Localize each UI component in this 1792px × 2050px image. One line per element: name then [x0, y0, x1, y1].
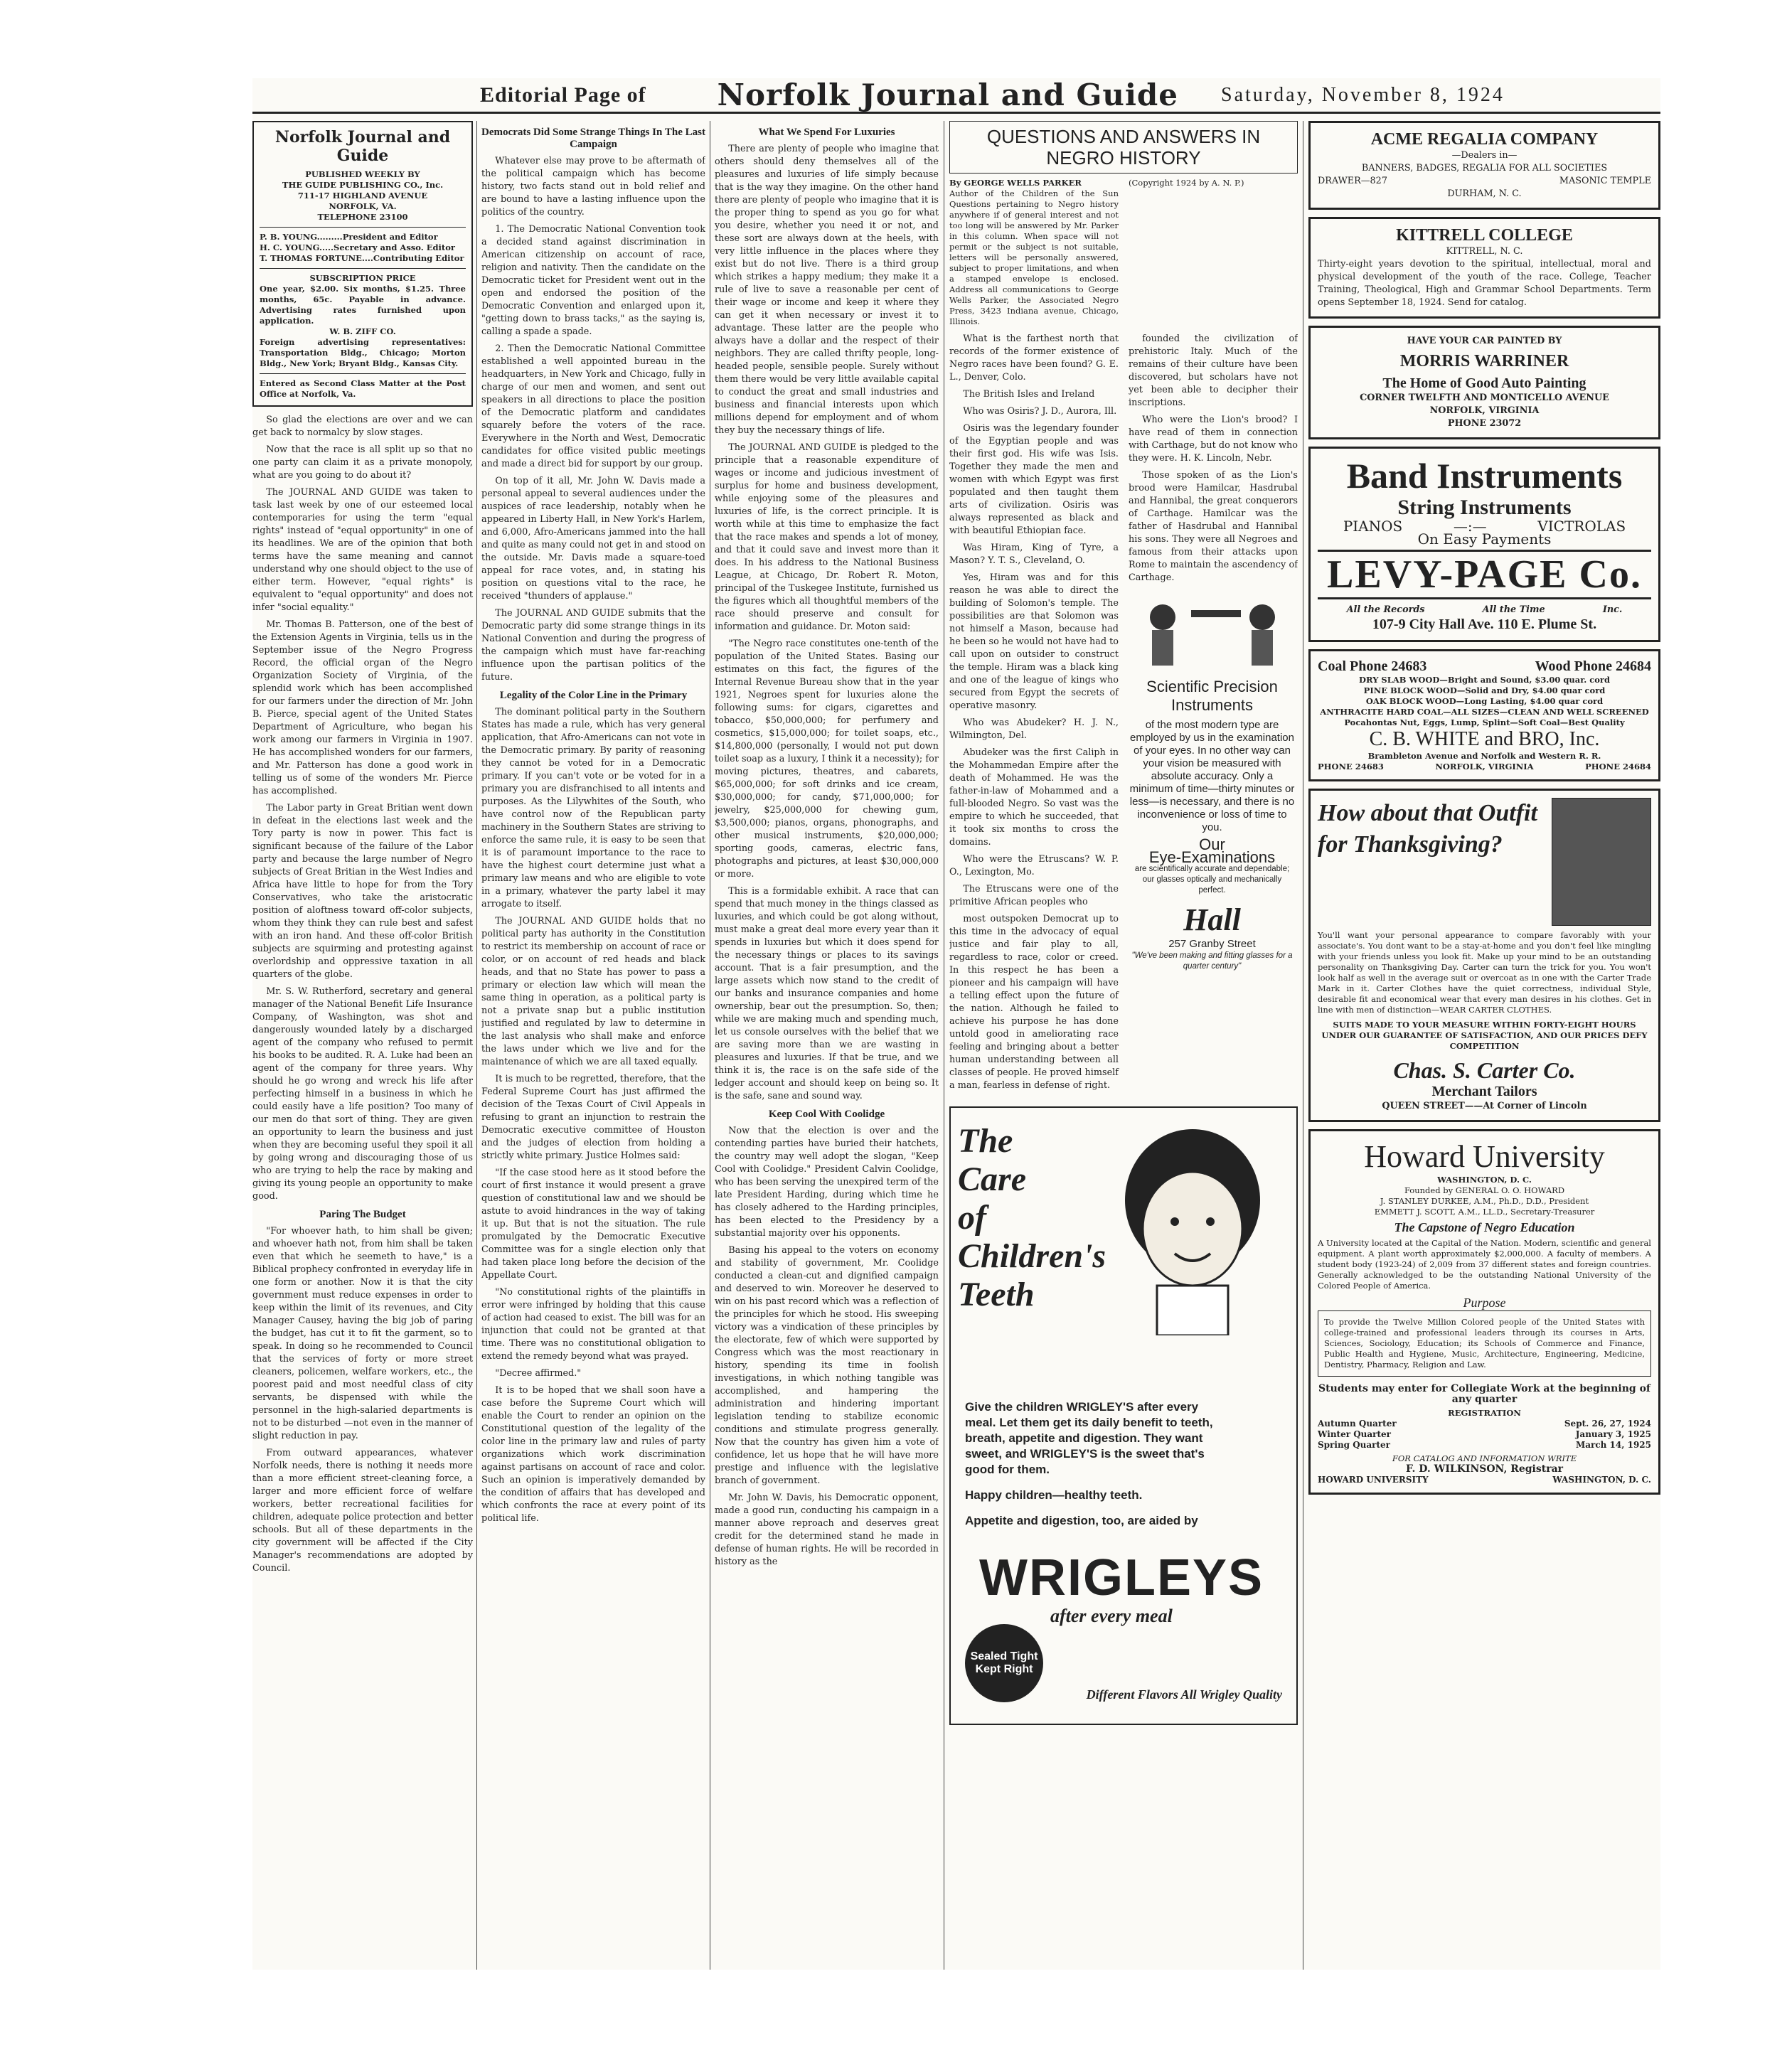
acme-regalia-ad [1308, 121, 1660, 210]
article-paragraph: The JOURNAL AND GUIDE holds that no political party has authority in the Constitution to restrict its membership on account of race or color, or on account of red heads and black heads, and that no State has power to pass a primary or election law which will mean the same thing in operation, as a political party is not a private snap but a public institution justified and regulated by law to determine in the last analysis who shall make and enforce the laws under which we live and for the maintenance of which we are all taxed equally. [481, 916, 705, 1067]
hall-optical-ad [1129, 589, 1298, 972]
wrigleys-copy [965, 1399, 1221, 1529]
publisher-line: TELEPHONE 23100 [317, 212, 408, 222]
carter-text: You'll want your personal appearance to compare favorably with your associate's. You dont want to be a stay-at-home and you don't feel like mingling with your friends unless you look fit. Make up your mind to be an outstanding personality on Thanksgiving Day. Carter can turn the trick for you. You won't look half as well in the average suit or overcoat as in one with the Carter Trade Mark in it. Carter Clothes have the quiet correctness, individual Style, desirable fit and economical wear that every man desires in his clothes. Get in line with men of distinction—WEAR CARTER CLOTHES. [1318, 930, 1651, 1015]
article-paragraph: Basing his appeal to the voters on economy and stability of government, Mr. Coolidge conducted a clean-cut and dignified campaign and deserved to win. Moreover he deserved to win on his past record which was a reflection of the principles for which he stood. His sweeping victory was a vindication of these principles by the electorate, few of which were supported by Congress which was the most reactionary in history, spending its time in foolish investigations, in which nothing tangible was accomplished, and hampering the administration and hindering important legislation tending to stabilize economic conditions and stimulate progress generally. Now that the country has given him a vote of confidence, let us hope that he will have more prestige and influence with the legislative branch of government. [715, 1245, 939, 1486]
band-pianos: PIANOS [1343, 518, 1403, 535]
foreign-advertising: Foreign advertising representatives: Transportation Bldg., Chicago; Morton Bldg., New York; Bryant Bldg., Kansas City. [260, 337, 466, 368]
column-4 [949, 121, 1298, 1970]
carter-title: How about that Outfit for Thanksgiving? [1318, 800, 1537, 858]
care-word: Teeth [958, 1276, 1035, 1313]
levy-page-logo: LEVY-PAGE Co. [1318, 550, 1651, 599]
article-headline: Paring The Budget [319, 1209, 406, 1220]
qa-item: Was Hiram, King of Tyre, a Mason? Y. T. S., Cleveland, O. [949, 543, 1119, 566]
editorial-paragraph: The Labor party in Great Britian went down in defeat in the elections last week and the Tory party is now in power. This fact is significant because of the failure of the Labor party and because the large number of Negro subjects of Great Britian in the West Indies and Africa have little to hope for from the Tory Conservatives, who take the aristocratic position of aloftness toward off-color subjects, whom they think they can rule best and safest with an iron hand. And these off-color British subjects are squirming and protesting against overlordship and oppressive taxation in all quarters of the globe. [252, 803, 473, 980]
editorial-paragraph: The JOURNAL AND GUIDE was taken to task last week by one of our esteemed local contemporaries for using the term "equal rights" instead of "equal opportunity" in one of its headlines. We are of the opinion that both terms have the same meaning and cannot understand why one should object to the use of either term. However, "equal rights" is equivalent to "equal opportunity" and does not infer "social equality." [252, 487, 473, 613]
coal-item: DRY SLAB WOOD—Bright and Sound, $3.00 quar. cord [1359, 675, 1610, 685]
care-word: of [958, 1199, 986, 1237]
qa-item: Who were the Lion's brood? I have read of them in connection with Carthage, but do not know who they were. H. K. Lincoln, Nebr. [1129, 415, 1298, 464]
coal-foot: PHONE 24683 [1318, 762, 1384, 772]
morris-tag: The Home of Good Auto Painting [1382, 375, 1586, 391]
howard-enter: Students may enter for Collegiate Work at the beginning of any quarter [1318, 1383, 1650, 1405]
column-3 [715, 121, 939, 1970]
subscription-text: One year, $2.00. Six months, $1.25. Three months, 65c. Payable in advance. Advertising rates furnished upon application. [260, 284, 466, 326]
band-sub: String Instruments [1397, 496, 1572, 519]
article-paragraph: 2. Then the Democratic National Committee established a well appointed bureau in the headquarters, in New York and Chicago, fully in charge of our men and women, and sent out speakers in all directions to place the position of the Democratic platform and candidates squarely before the voters of the race. Everywhere in the North and West, Democratic candidates for office visited public meetings and made a direct bid for support by our group. [481, 343, 705, 469]
newspaper-page [252, 78, 1660, 1970]
column-1 [252, 121, 473, 1970]
morris-warriner-ad [1308, 326, 1660, 439]
qa-item: Abudeker was the first Caliph in the Mohammedan Empire after the death of Mohammed. He was the father-in-law of Mohammed and a full-blooded Negro. So vast was the empire to which he succeeded, that it took six months to cross the domains. [949, 747, 1119, 848]
editorial-page-label: Editorial Page of [480, 82, 646, 107]
editorial-paragraph: Mr. Thomas B. Patterson, one of the best of the Extension Agents in Virginia, tells us in the September issue of the Negro Progress Record, the official organ of the Negro Organization Society of Virginia, of the splendid work which has been accomplished for our farmers under the direction of Mr. John B. Pierce, special agent of the United States Department of Agriculture, who began his work among our farmers in Virginia in 1907. He has accomplished wonders for our farmers, and Mr. Patterson has done a good work in telling us of some of the wonders Mr. Pierce has accomplished. [252, 619, 473, 796]
care-word: The [958, 1122, 1013, 1160]
portrait-icon [1552, 798, 1651, 926]
article-headline: Keep Cool With Coolidge [768, 1109, 885, 1120]
article-paragraph: "Decree affirmed." [495, 1368, 582, 1379]
quarter-name: Spring Quarter [1318, 1440, 1391, 1450]
morris-name: MORRIS WARRINER [1399, 352, 1569, 370]
qa-item: Who was Abudeker? H. J. N., Wilmington, Del. [949, 717, 1119, 741]
coal-phones [1318, 658, 1651, 675]
quarter-date: March 14, 1925 [1575, 1440, 1651, 1450]
levy-row [1318, 604, 1651, 616]
wood-phone: Wood Phone 24684 [1535, 658, 1651, 674]
levy-time: All the Time [1482, 604, 1545, 615]
staff-line: T. THOMAS FORTUNE....Contributing Editor [260, 253, 464, 263]
publisher-line: PUBLISHED WEEKLY BY [305, 169, 420, 179]
qa-header [949, 178, 1298, 327]
sci-text: of the most modern type are employed by us in the examination of your eyes. In no other way can your vision be measured with absolute accuracy. Only a minimum of time—thirty minutes or less—is necessary, and there is no inconvenience or loss of time to you. [1129, 719, 1295, 833]
qa-item: The Etruscans were one of the primitive African peoples who [949, 884, 1119, 907]
qa-item: Who were the Etruscans? W. P. O., Lexington, Mo. [949, 854, 1119, 877]
sci-eye-exam: Eye-Examinations [1148, 848, 1276, 866]
hall-address: 257 Granby Street [1168, 938, 1256, 950]
article-paragraph: 1. The Democratic National Convention took a decided stand against discrimination in American citizenship on account of race, religion and nativity. Then the candidate on the Democratic ticket for President went out in the open and endorsed the position of the Democratic Convention and enlarged upon it, "getting down to brass tacks," as the saying is, calling a spade a spade. [481, 224, 705, 337]
sci-our: Our [1199, 836, 1225, 853]
howard-founded: Founded by GENERAL O. O. HOWARD [1404, 1185, 1565, 1195]
column-5 [1308, 121, 1660, 1970]
care-word: Children's [958, 1237, 1106, 1275]
wrigleys-ad [949, 1106, 1298, 1725]
article-paragraph: It is much to be regretted, therefore, that the Federal Supreme Court has just affirmed the decision of the Texas Court of Civil Appeals in refusing to grant an injunction to restrain the Democratic executive committee of Houston and the judges of election from holding a strictly white primary. Justice Holmes said: [481, 1074, 705, 1161]
masthead [252, 78, 1660, 114]
wrigleys-appetite: Appetite and digestion, too, are aided by [965, 1514, 1198, 1527]
kittrell-text: Thirty-eight years devotion to the spiritual, intellectual, moral and physical development of the youth of the race. College, Teacher Training, Theological, High and Grammar School Departments. Term opens September 18, 1924. Send for catalog. [1318, 259, 1651, 308]
article-paragraph: "If the case stood here as it stood before the court of first instance it would present a grave question of constitutional law and we should be astute to avoid hindrances in the way of taking it up. But that is not the situation. The rule promulgated by the Democratic Executive Committee was for a single election only that had taken place long before the decision of the Appellate Court. [481, 1168, 705, 1281]
quarter-row [1318, 1429, 1651, 1440]
levy-inc: Inc. [1602, 604, 1623, 615]
acme-line: BANNERS, BADGES, REGALIA FOR ALL SOCIETIES [1361, 163, 1608, 173]
kittrell-college-ad [1308, 217, 1660, 319]
quarter-row [1318, 1419, 1651, 1429]
wrigleys-happy: Happy children—healthy teeth. [965, 1488, 1143, 1502]
publisher-line: NORFOLK, VA. [329, 201, 397, 211]
care-word: Care [958, 1160, 1026, 1198]
girl-illustration-icon [1107, 1122, 1278, 1335]
publisher-line: THE GUIDE PUBLISHING CO., Inc. [282, 180, 444, 190]
quarter-name: Autumn Quarter [1318, 1419, 1397, 1429]
howard-purpose-text: To provide the Twelve Million Colored people of the United States with college-trained and professional leaders through its courses in Arts, Sciences, Sociology, Education; its Schools of Commerce and Finance, Public Health and Hygiene, Music, Architecture, Engineering, Medicine, Dentistry, Pharmacy, Religion and Law. [1318, 1310, 1651, 1377]
howard-city: WASHINGTON, D. C. [1437, 1175, 1532, 1185]
article-paragraph: There are plenty of people who imagine that others should deny themselves all of the pleasures and luxuries of life simply because that is the way they imagine. On the other hand there are plenty of people who imagine that it is the proper thing to spend as you go for what you desire, whether you need it or not, and these sort are always down at the heels, with very little influence in the places where they exist but do not live. There is a third group which strikes a happy medium; they make it a rule of live to save a reasonable per cent of their wage or income and keep it where they can get it when necessary or invest it to advantage. These latter are the people who always have a dollar and the respect of their neighbors. They are called thrifty people, long-headed people, sensible people. Surely without them there would be very little available capital to conduct the great and small industries and business and financial interests upon which millions depend for employment and of whom they buy the necessary things of life. [715, 144, 939, 436]
kittrell-title: KITTRELL COLLEGE [1396, 226, 1573, 245]
issue-date: Saturday, November 8, 1924 [1221, 83, 1505, 106]
qa-item: Who was Osiris? J. D., Aurora, Ill. [963, 406, 1117, 417]
coal-footer [1318, 762, 1651, 772]
davis-continued: most outspoken Democrat up to this time in the advocacy of equal justice and fair play to all, regardless to race, color or creed. In this respect he has been a pioneer and his campaign will have a telling effect upon the future of the nation. Although he failed to achieve his purpose he has done untold good in ameliorating race feeling and bringing about a better human understanding between all classes of people. He proved himself a man, fearless in defense of right. [949, 914, 1119, 1091]
masthead-box-title: Norfolk Journal and Guide [274, 128, 451, 165]
ziff-co: W. B. ZIFF CO. [329, 326, 396, 336]
entered-notice: Entered as Second Class Matter at the Post Office at Norfolk, Va. [260, 378, 466, 399]
quarter-date: Sept. 26, 27, 1924 [1564, 1419, 1651, 1429]
acme-row [1318, 175, 1651, 188]
levy-page-ad [1308, 447, 1660, 642]
cb-white-coal-ad [1308, 649, 1660, 781]
article-headline: What We Spend For Luxuries [758, 127, 895, 138]
sci-text2: are scientifically accurate and dependable; our glasses optically and mechanically perfect. [1134, 865, 1290, 895]
howard-purpose: Purpose [1463, 1296, 1506, 1310]
levy-records: All the Records [1346, 604, 1425, 615]
morris-addr: CORNER TWELFTH AND MONTICELLO AVENUE [1360, 393, 1609, 403]
sci-title: Scientific Precision Instruments [1146, 678, 1278, 714]
coal-addr: Brambleton Avenue and Norfolk and Western R. R. [1367, 751, 1601, 761]
article-paragraph: This is a formidable exhibit. A race that can spend that much money in the things classed as luxuries, and which could be got along without, must make a great deal more every year than it spends in luxuries but which it does spend for the necessary things or places to its savings account. That is a fair presumption, and the large assets which now stand to the credit of our banks and insurance companies and home ownership, bear out the presumption. So, then; while we are making much and spending much, let us console ourselves with the belief that we are saving more than we are wasting in pleasures and luxuries. If that be true, and we think it is, the race is on the safe side of the ledger account and should keep on being so. It is the safe, sane and sound way. [715, 886, 939, 1101]
qa-item: Osiris was the legendary founder of the Egyptian people and was their first god. His wife was Isis. Together they made the men and women with which Egypt was first populated and then taught them arts of civilization. Osiris was always represented as black and with beautiful Ethiopian face. [949, 423, 1119, 536]
column-2 [481, 121, 705, 1970]
wrigleys-brand: WRIGLEYS [979, 1549, 1264, 1606]
article-paragraph: On top of it all, Mr. John W. Davis made a personal appeal to several audiences under the auspices of race leadership, notably when he appeared in Liberty Hall, in New York's Harlem, and 6,000, Afro-Americans jammed into the hall and quite as many could not get in and stood on the outside. Mr. Davis made a square-toed appeal for race votes, and, in stating his position on questions vital to the race, he received "thunders of applause." [481, 476, 705, 602]
editorial-paragraph: Mr. S. W. Rutherford, secretary and general manager of the National Benefit Life Insurance Company, of Washington, was shot and dangerously wounded lately by a discharged agent of the company who refused to permit his books to be audited. R. A. Luke had been an agent of the company for three years. Why should he go wrong and wreck his life after perfecting himself in a business in which he could easily have a life position? Too many of our men do that sort of thing. They are given an opportunity to learn the business and just when they are becoming useful they spoil it all by going wrong and discouraging those of us who are trying to help the race by making and giving its young people an opportunity to make good. [252, 986, 473, 1202]
wrigleys-flavors: Different Flavors All Wrigley Quality [1086, 1687, 1282, 1702]
masthead-box [252, 121, 473, 407]
morris-phone: PHONE 23072 [1447, 418, 1522, 429]
howard-foot-right: WASHINGTON, D. C. [1552, 1475, 1651, 1485]
howard-foot-left: HOWARD UNIVERSITY [1318, 1475, 1429, 1485]
morris-top: HAVE YOUR CAR PAINTED BY [1407, 336, 1562, 346]
article-headline: Legality of the Color Line in the Primary [499, 690, 688, 701]
wrigleys-copy-text: Give the children WRIGLEY'S after every meal. Let them get its daily benefit to teeth, breath, appetite and digestion. They want sweet, and WRIGLEY'S is the sweet that's good for them. [965, 1400, 1213, 1476]
qa-item: The British Isles and Ireland [963, 389, 1095, 400]
carter-tailors: Merchant Tailors [1431, 1084, 1537, 1099]
band-victrolas: VICTROLAS [1537, 518, 1626, 535]
article-paragraph: The dominant political party in the Southern States has made a rule, which has very general application, that Afro-Americans can not vote in the Democratic primary. By parity of reasoning they cannot be voted for in a Democratic primary. If you can't vote or be voted for in a primary you are disfranchised to all intents and purposes. As the Lilywhites of the South, who have control now of the Republican party machinery in the Southern States are striving to enforce the same rule, it is easy to be seen that it is of paramount importance to the race to have the highest court determine just what a primary law means and who are eligible to vote in a primary, whatever the party label it may arrogate to itself. [481, 707, 705, 909]
article-paragraph: "For whoever hath, to him shall be given; and whoever hath not, from him shall be taken even that which he seemeth to have," is a Biblical prophecy confronted in everyday life in one form or another. Now it is that the city government must reduce expenses in order to keep within the limit of its revenues, and City Manager Causey, having the big job of paring the budget, has cut it to fit the garment, so to speak. In doing so he recommended to Council that the services of forty or more street cleaners, policemen, welfare workers, etc., the poorest paid and most needful class of city servants, be dispensed with while the personnel in the high-salaried departments is not to be disturbed —not even in the manner of slight reduction in pay. [252, 1226, 473, 1441]
acme-temple: MASONIC TEMPLE [1559, 176, 1651, 186]
qa-item: Those spoken of as the Lion's brood were Hamilcar, Hasdrubal and Hannibal, the great conquerors of Carthage. Hamilcar was the father of Hasdrubal and Hannibal his sons. They were all Negroes and famous from their attacks upon Rome to maintain the ascendency of Carthage. [1129, 470, 1298, 583]
publisher-line: 711-17 HIGHLAND AVENUE [297, 191, 428, 201]
article-paragraph: It is to be hoped that we shall soon have a case before the Supreme Court which will enable the Court to render an opinion on the Constitutional question of the legality of the color line in the primary law and rules of party organizations which work discrimination against partisans on account of race and color. Such an opinion is imperatively demanded by the condition of affairs that has developed and which confronts the race at every point of its political life. [481, 1385, 705, 1524]
howard-secretary: EMMETT J. SCOTT, A.M., LL.D., Secretary-Treasurer [1374, 1207, 1595, 1217]
howard-title: Howard University [1364, 1139, 1605, 1174]
wrigleys-seal: Sealed Tight Kept Right [965, 1624, 1043, 1702]
subscription-title: SUBSCRIPTION PRICE [309, 273, 416, 283]
band-title: Band Instruments [1346, 456, 1623, 496]
acme-sub: —Dealers in— [1451, 150, 1518, 161]
kittrell-city: KITTRELL, N. C. [1446, 246, 1523, 257]
editorial-paragraph: Now that the race is all split up so that no one party can claim it as a private monopoly, what are you going to do about it? [252, 444, 473, 481]
howard-registrar: F. D. WILKINSON, Registrar [1405, 1463, 1564, 1475]
staff-line: H. C. YOUNG.....Secretary and Asso. Editor [260, 242, 455, 252]
qa-byline: By GEORGE WELLS PARKER [949, 178, 1082, 188]
carter-suits: SUITS MADE TO YOUR MEASURE WITHIN FORTY-EIGHT HOURS UNDER OUR GUARANTEE OF SATISFACTION, AND OUR PRICES DEFY COMPETITION [1321, 1020, 1648, 1051]
quarter-row [1318, 1440, 1651, 1451]
article-paragraph: The JOURNAL AND GUIDE is pledged to the principle that a reasonable expenditure of wages or income and judicious investment of surplus for home and business development, while enjoying some of the pleasures and luxuries of life, is the correct principle. It is worth while at this time to emphasize the fact that the race makes and spends a lot of money, and that it could save and invest more than it does. In his address to the National Business League, at Chicago, Dr. Robert R. Moton, principal of the Tuskegee Institute, furnished us the figures which all thoughtful members of the race should preserve and consult for information and guidance. Dr. Moton said: [715, 442, 939, 632]
article-paragraph: Mr. John W. Davis, his Democratic opponent, made a good run, conducting his campaign in a manner above reproach and deserves great credit for the determined stand he made in defense of human rights. He will be recorded in history as the [715, 1493, 939, 1567]
band-dash: —:— [1453, 518, 1487, 535]
howard-capstone: The Capstone of Negro Education [1394, 1220, 1575, 1234]
carter-addr: QUEEN STREET——At Corner of Lincoln [1382, 1101, 1587, 1111]
article-paragraph: Now that the election is over and the contending parties have buried their hatchets, the country may well adopt the slogan, "Keep Cool with Coolidge." President Calvin Coolidge, who has been serving the unexpired term of the late President Harding, during which time he has closely adhered to the Harding principles, has been elected to the Presidency by a substantial majority over his opponents. [715, 1126, 939, 1239]
acme-drawer: DRAWER—827 [1318, 176, 1387, 186]
coal-foot: PHONE 24684 [1585, 762, 1651, 772]
band-easy: On Easy Payments [1417, 530, 1552, 548]
qa-item: Yes, Hiram was and for this reason he was able to direct the building of Solomon's temple. The possibilities are that Solomon was not himself a Mason, because had he been so he would not have had to call upon on outsider to construct the temple. Hiram was a black king and one of the league of kings who secured from Egypt the secrets of operative masonry. [949, 572, 1119, 711]
coal-item: Pocahontas Nut, Eggs, Lump, Splint—Soft Coal—Best Quality [1344, 717, 1625, 727]
quarter-name: Winter Quarter [1318, 1429, 1392, 1439]
carter-tailors-ad [1308, 789, 1660, 1122]
staff-line: P. B. YOUNG.........President and Editor [260, 232, 438, 242]
qa-title: QUESTIONS AND ANSWERS IN NEGRO HISTORY [949, 121, 1298, 173]
wrigleys-care-heading [958, 1122, 1106, 1314]
editorial-paragraph: So glad the elections are over and we can get back to normalcy by slow stages. [252, 415, 473, 438]
carter-top [1318, 798, 1651, 926]
howard-registration: REGISTRATION [1448, 1408, 1521, 1418]
howard-text: A University located at the Capital of the Nation. Modern, scientific and general equipment. A plant worth approximately $2,000,000. A faculty of members. A student body (1923-24) of 2,009 from 37 different states and foreign countries. Generally acknowledged to be the outstanding National University of the Colored People of America. [1318, 1238, 1651, 1291]
article-headline: Democrats Did Some Strange Things In The Last Campaign [481, 127, 705, 150]
qa-intro: Author of the Children of the Sun Questions pertaining to Negro history anywhere if of general interest and not too long will be answered by Mr. Parker in this column. When space will not permit or the subject is not suitable, letters will be personally answered, subject to proper limitations, and when a stamped envelope is enclosed. Address all communications to George Wells Parker, the Associated Negro Press, 3423 Indiana avenue, Chicago, Illinois. [949, 188, 1119, 326]
howard-president: J. STANLEY DURKEE, A.M., Ph.D., D.D., President [1380, 1196, 1589, 1206]
article-paragraph: Whatever else may prove to be aftermath of the political campaign which has become history, two facts stand out in bold relief and are bound to have a lasting influence upon the politics of the country. [481, 156, 705, 218]
article-paragraph: "The Negro race constitutes one-tenth of the population of the United States. Basing our estimates on this fact, the figures of the Internal Revenue Bureau show that in the year 1921, Negroes spent for luxuries alone the following sums: for cigars, cigarettes and tobacco, $50,000,000; for perfumery and cosmetics, $15,000,000; for toilet soaps, etc., $14,800,000 (personally, I would not put down toilet soap as a luxury, I think it a necessity); for moving pictures, theatres, and cabarets, $65,000,000; for soft drinks and ice cream, $30,000,000; for candy, $71,000,000; for jewelry, $25,000,000 for chewing gum, $3,500,000; pianos, organs, phonographs, and other musical instruments, $20,000,000; sporting goods, cameras, electric fans, photographs and pictures, at least $30,000,000 or more. [715, 639, 939, 880]
qa-item: founded the civilization of prehistoric Italy. Much of the remains of their culture have been discovered, but scholars have not yet been able to decipher their inscriptions. [1129, 333, 1298, 408]
article-paragraph: The JOURNAL AND GUIDE submits that the Democratic party did some strange things in its National Convention and during the progress of the campaign which must have far-reaching influence upon the partisan politics of the future. [481, 608, 705, 683]
carter-name: Chas. S. Carter Co. [1393, 1057, 1576, 1083]
coal-name: C. B. WHITE and BRO, Inc. [1369, 728, 1600, 750]
hall-logo: Hall [1183, 902, 1241, 937]
acme-title: ACME REGALIA COMPANY [1370, 130, 1599, 149]
howard-footer [1318, 1475, 1651, 1485]
coal-phone: Coal Phone 24683 [1318, 658, 1427, 674]
qa-body [949, 333, 1298, 1096]
acme-city: DURHAM, N. C. [1447, 188, 1522, 199]
howard-catalog: FOR CATALOG AND INFORMATION WRITE [1392, 1453, 1577, 1463]
newspaper-title: Norfolk Journal and Guide [717, 78, 1178, 112]
column-rule [476, 121, 477, 1970]
qa-item: What is the farthest north that records of the former existence of Negro races have been found? G. E. L., Denver, Colo. [949, 333, 1119, 383]
wrigleys-tagline: after every meal [1050, 1606, 1173, 1626]
levy-addr: 107-9 City Hall Ave. 110 E. Plume St. [1372, 616, 1597, 632]
coal-item: PINE BLOCK WOOD—Solid and Dry, $4.00 quar cord [1363, 685, 1606, 695]
coal-item: OAK BLOCK WOOD—Long Lasting, $4.00 quar cord [1365, 696, 1604, 706]
article-paragraph: "No constitutional rights of the plaintiffs in error were infringed by holding that this cause of action had ceased to exist. The bill was for an injunction that could not be granted at that time. There was no constitutional obligation to extend the remedy beyond what was prayed. [481, 1287, 705, 1362]
morris-city: NORFOLK, VIRGINIA [1429, 405, 1540, 416]
howard-university-ad [1308, 1129, 1660, 1495]
qa-copyright: (Copyright 1924 by A. N. P.) [1129, 178, 1244, 188]
coal-item: ANTHRACITE HARD COAL—ALL SIZES—CLEAN AND WELL SCREENED [1320, 707, 1649, 717]
hall-slogan: "We've been making and fitting glasses for a quarter century" [1131, 951, 1293, 971]
quarter-date: January 3, 1925 [1575, 1429, 1651, 1439]
article-paragraph: From outward appearances, whatever Norfolk needs, there is nothing it needs more than a more efficient street-cleaning force, a larger and more efficient force of welfare workers, better recreational facilities for children, adequate police protection and better schools. But all of these departments in the city government will be affected if the City Manager's recommendations are adopted by Council. [252, 1448, 473, 1574]
eye-exam-illustration-icon [1134, 589, 1291, 674]
coal-foot: NORFOLK, VIRGINIA [1435, 762, 1534, 772]
